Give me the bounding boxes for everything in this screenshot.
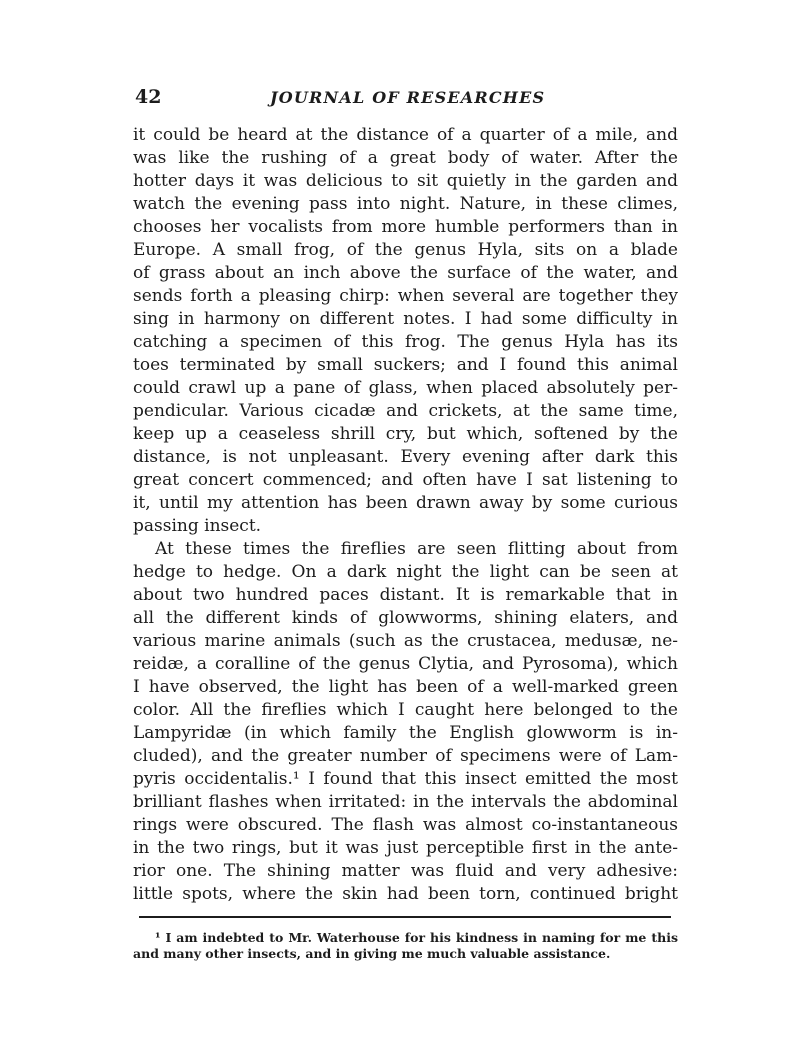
page-number: 42	[135, 86, 162, 108]
text-line: in the two rings, but it was just perceptible first in the ante-	[133, 838, 678, 858]
text-line: watch the evening pass into night. Nature, in these climes,	[133, 194, 678, 214]
text-line: all the different kinds of glowworms, shining elaters, and	[133, 608, 678, 628]
text-line: pyris occidentalis.¹ I found that this insect emitted the most	[133, 769, 678, 789]
text-line: rior one. The shining matter was fluid and very adhesive:	[133, 861, 678, 881]
body-text	[133, 124, 678, 906]
text-line: color. All the fireflies which I caught here belonged to the	[133, 700, 678, 720]
footnote	[133, 930, 678, 962]
book-page	[133, 82, 678, 962]
running-title: JOURNAL OF RESEARCHES	[270, 88, 546, 107]
text-line: toes terminated by small suckers; and I found this animal	[133, 355, 678, 375]
text-line: various marine animals (such as the crustacea, medusæ, ne-	[133, 631, 678, 651]
text-line: it, until my attention has been drawn away by some curious	[133, 493, 678, 513]
text-line: At these times the fireflies are seen flitting about from	[155, 539, 678, 559]
text-line: great concert commenced; and often have I sat listening to	[133, 470, 678, 490]
text-line: pendicular. Various cicadæ and crickets, at the same time,	[133, 401, 678, 421]
text-line: could crawl up a pane of glass, when placed absolutely per-	[133, 378, 678, 398]
text-line: of grass about an inch above the surface of the water, and	[133, 263, 678, 283]
text-line: about two hundred paces distant. It is remarkable that in	[133, 585, 678, 605]
text-line: hedge to hedge. On a dark night the light can be seen at	[133, 562, 678, 582]
text-line: sends forth a pleasing chirp: when several are together they	[133, 286, 678, 306]
text-line: little spots, where the skin had been torn, continued bright	[133, 884, 678, 904]
text-line: sing in harmony on different notes. I had some difficulty in	[133, 309, 678, 329]
text-line: I have observed, the light has been of a well-marked green	[133, 677, 678, 697]
text-line: chooses her vocalists from more humble performers than in	[133, 217, 678, 237]
running-head	[133, 82, 678, 112]
text-line: keep up a ceaseless shrill cry, but which, softened by the	[133, 424, 678, 444]
text-line: hotter days it was delicious to sit quietly in the garden and	[133, 171, 678, 191]
text-line: reidæ, a coralline of the genus Clytia, and Pyrosoma), which	[133, 654, 678, 674]
text-line: Lampyridæ (in which family the English glowworm is in-	[133, 723, 678, 743]
footnote-line: and many other insects, and in giving me much valuable assistance.	[133, 946, 611, 961]
text-line: brilliant flashes when irritated: in the intervals the abdominal	[133, 792, 678, 812]
text-line: cluded), and the greater number of specimens were of Lam-	[133, 746, 678, 766]
footnote-divider	[139, 916, 671, 918]
text-line: Europe. A small frog, of the genus Hyla, sits on a blade	[133, 240, 678, 260]
text-line: rings were obscured. The flash was almost co-instantaneous	[133, 815, 678, 835]
text-line: distance, is not unpleasant. Every evening after dark this	[133, 447, 678, 467]
text-line: catching a specimen of this frog. The genus Hyla has its	[133, 332, 678, 352]
text-line: it could be heard at the distance of a quarter of a mile, and	[133, 125, 678, 145]
footnote-line: ¹ I am indebted to Mr. Waterhouse for his kindness in naming for me this	[155, 930, 678, 945]
text-line: passing insect.	[133, 516, 262, 536]
text-line: was like the rushing of a great body of water. After the	[133, 148, 678, 168]
